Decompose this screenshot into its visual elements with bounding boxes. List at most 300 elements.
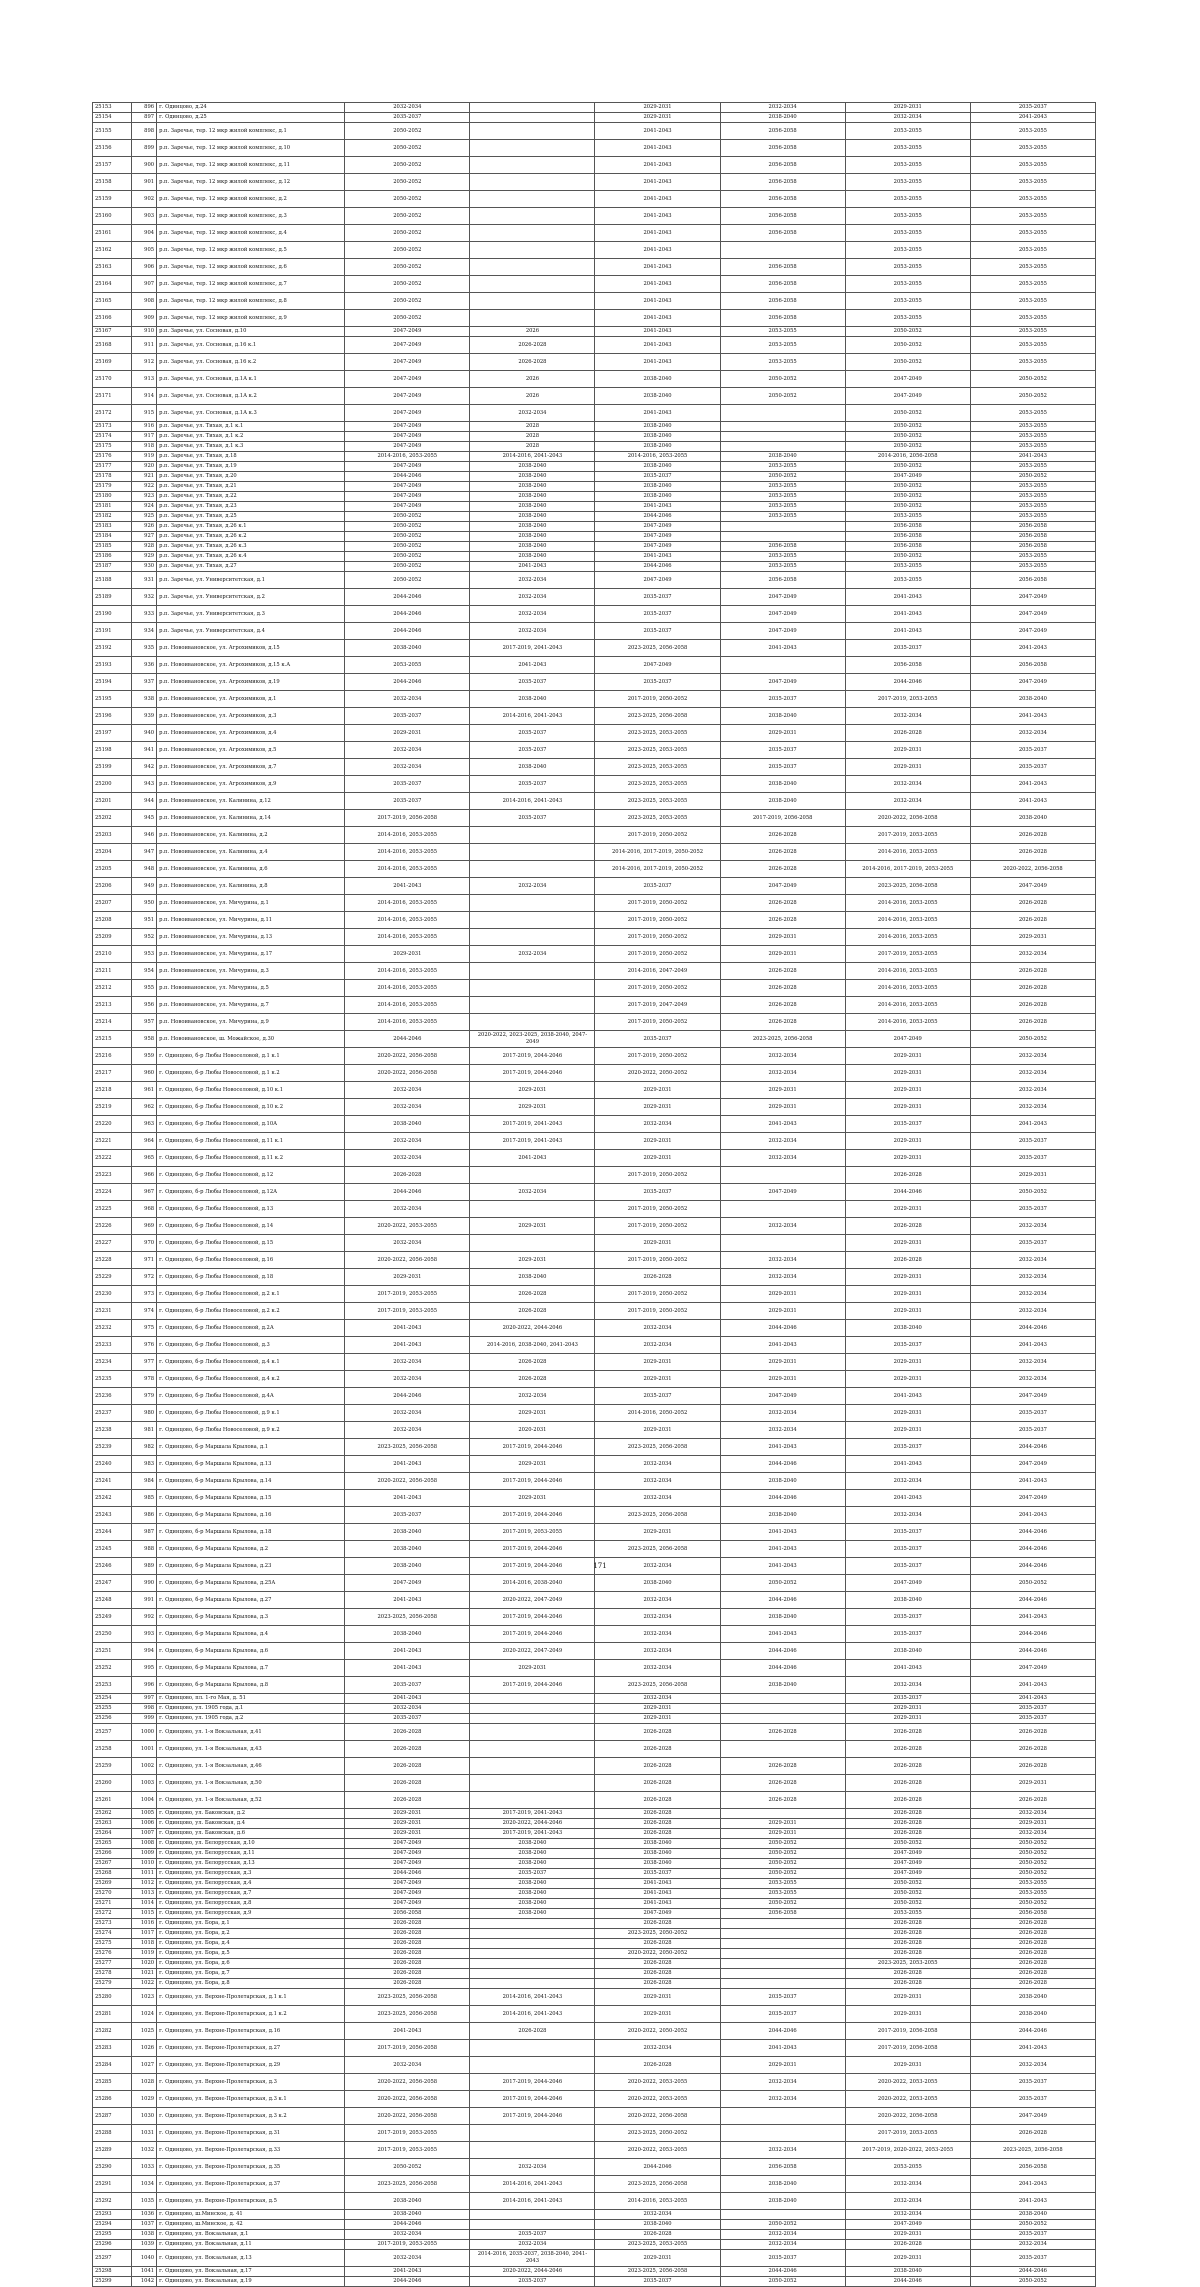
table-row [93, 1456, 1096, 1473]
row-number-cell: 1023 [131, 1989, 156, 2006]
period-cell-4 [720, 1741, 845, 1758]
period-cell-2: 2038-2040 [470, 1849, 595, 1859]
period-cell-3: 2035-2037 [595, 1869, 720, 1879]
period-cell-3: 2041-2043 [595, 259, 720, 276]
period-cell-6: 2050-2052 [970, 2277, 1095, 2287]
table-row [93, 492, 1096, 502]
row-number-cell: 1001 [131, 1741, 156, 1758]
period-cell-6: 2044-2046 [970, 2267, 1095, 2277]
address-cell: р.п. Заречье, ул. Тихая, д.26 к.3 [157, 542, 345, 552]
period-cell-6: 2032-2034 [970, 2240, 1095, 2250]
address-cell: р.п. Новоивановское, ул. Агрохимиков, д.15 к.А [157, 657, 345, 674]
period-cell-2: 2032-2034 [470, 1184, 595, 1201]
row-id-cell: 25154 [93, 113, 132, 123]
period-cell-1: 2023-2025, 2056-2058 [345, 1989, 470, 2006]
period-cell-5: 2026-2028 [845, 1741, 970, 1758]
row-id-cell: 25272 [93, 1909, 132, 1919]
period-cell-6: 2035-2037 [970, 1405, 1095, 1422]
address-cell: г. Одинцово, ул. 1-я Вокзальная, д.43 [157, 1741, 345, 1758]
period-cell-6: 2050-2052 [970, 1031, 1095, 1048]
row-number-cell: 1035 [131, 2193, 156, 2210]
period-cell-5: 2029-2031 [845, 1286, 970, 1303]
period-cell-2: 2029-2031 [470, 1490, 595, 1507]
period-cell-5: 2056-2058 [845, 522, 970, 532]
period-cell-3: 2014-2016, 2017-2019, 2050-2052 [595, 844, 720, 861]
period-cell-2: 2038-2040 [470, 759, 595, 776]
row-id-cell: 25180 [93, 492, 132, 502]
row-id-cell: 25173 [93, 422, 132, 432]
row-number-cell: 986 [131, 1507, 156, 1524]
period-cell-2: 2032-2034 [470, 878, 595, 895]
table-row [93, 1809, 1096, 1819]
address-cell: р.п. Новоивановское, ул. Агрохимиков, д.5 [157, 742, 345, 759]
period-cell-4: 2035-2037 [720, 2250, 845, 2267]
period-cell-6: 2041-2043 [970, 1694, 1095, 1704]
period-cell-3: 2026-2028 [595, 2230, 720, 2240]
period-cell-3: 2035-2037 [595, 1031, 720, 1048]
row-id-cell: 25267 [93, 1859, 132, 1869]
row-id-cell: 25215 [93, 1031, 132, 1048]
period-cell-4: 2044-2046 [720, 1660, 845, 1677]
period-cell-3: 2041-2043 [595, 310, 720, 327]
row-number-cell: 996 [131, 1677, 156, 1694]
row-number-cell: 954 [131, 963, 156, 980]
period-cell-5: 2020-2022, 2053-2055 [845, 2074, 970, 2091]
period-cell-3: 2020-2022, 2050-2052 [595, 1949, 720, 1959]
period-cell-4 [720, 1939, 845, 1949]
period-cell-5: 2020-2022, 2053-2055 [845, 2091, 970, 2108]
row-number-cell: 951 [131, 912, 156, 929]
period-cell-3: 2023-2025, 2053-2055 [595, 742, 720, 759]
period-cell-6: 2026-2028 [970, 1929, 1095, 1939]
period-cell-1: 2032-2034 [345, 1405, 470, 1422]
row-id-cell: 25193 [93, 657, 132, 674]
period-cell-4 [720, 432, 845, 442]
period-cell-4: 2026-2028 [720, 1758, 845, 1775]
table-row [93, 776, 1096, 793]
row-id-cell: 25196 [93, 708, 132, 725]
period-cell-1: 2041-2043 [345, 1320, 470, 1337]
period-cell-3: 2029-2031 [595, 1099, 720, 1116]
table-row [93, 2108, 1096, 2125]
period-cell-2 [470, 1201, 595, 1218]
row-number-cell: 948 [131, 861, 156, 878]
period-cell-1: 2050-2052 [345, 191, 470, 208]
period-cell-6: 2020-2022, 2056-2058 [970, 861, 1095, 878]
period-cell-4: 2056-2058 [720, 310, 845, 327]
address-cell: г. Одинцово, ул. Верхне-Пролетарская, д.16 [157, 2023, 345, 2040]
period-cell-3: 2041-2043 [595, 337, 720, 354]
period-cell-4: 2056-2058 [720, 123, 845, 140]
period-cell-3: 2032-2034 [595, 1592, 720, 1609]
period-cell-4: 2047-2049 [720, 674, 845, 691]
period-cell-4: 2032-2034 [720, 1218, 845, 1235]
period-cell-3: 2038-2040 [595, 1859, 720, 1869]
row-id-cell: 25243 [93, 1507, 132, 1524]
row-id-cell: 25205 [93, 861, 132, 878]
period-cell-3: 2041-2043 [595, 1899, 720, 1909]
period-cell-3: 2041-2043 [595, 293, 720, 310]
period-cell-3: 2029-2031 [595, 1235, 720, 1252]
address-cell: г. Одинцово, б-р Любы Новоселовой, д.10 к.1 [157, 1082, 345, 1099]
row-id-cell: 25194 [93, 674, 132, 691]
table-row [93, 1909, 1096, 1919]
table-row [93, 1337, 1096, 1354]
address-cell: р.п. Новоивановское, ул. Мичурина, д.5 [157, 980, 345, 997]
address-cell: г. Одинцово, б-р Любы Новоселовой, д.9 к.2 [157, 1422, 345, 1439]
period-cell-3: 2023-2025, 2056-2058 [595, 640, 720, 657]
row-id-cell: 25247 [93, 1575, 132, 1592]
period-cell-3: 2020-2022, 2053-2055 [595, 2074, 720, 2091]
period-cell-6: 2032-2034 [970, 1269, 1095, 1286]
period-cell-2 [470, 191, 595, 208]
period-cell-2 [470, 1979, 595, 1989]
row-id-cell: 25184 [93, 532, 132, 542]
period-cell-6: 2044-2046 [970, 1558, 1095, 1575]
period-cell-3: 2029-2031 [595, 1714, 720, 1724]
period-cell-2: 2017-2019, 2041-2043 [470, 1809, 595, 1819]
period-cell-6: 2044-2046 [970, 1643, 1095, 1660]
address-cell: г. Одинцово, б-р Любы Новоселовой, д.2А [157, 1320, 345, 1337]
period-cell-5: 2014-2016, 2053-2055 [845, 912, 970, 929]
period-cell-5: 2053-2055 [845, 276, 970, 293]
period-cell-3: 2041-2043 [595, 174, 720, 191]
row-number-cell: 937 [131, 674, 156, 691]
period-cell-5: 2014-2016, 2053-2055 [845, 895, 970, 912]
table-row [93, 946, 1096, 963]
period-cell-2: 2014-2016, 2038-2040 [470, 1575, 595, 1592]
row-number-cell: 1002 [131, 1758, 156, 1775]
table-row [93, 997, 1096, 1014]
row-number-cell: 924 [131, 502, 156, 512]
period-cell-5: 2026-2028 [845, 1724, 970, 1741]
period-cell-3: 2038-2040 [595, 492, 720, 502]
period-cell-1: 2044-2046 [345, 1388, 470, 1405]
row-number-cell: 935 [131, 640, 156, 657]
period-cell-3: 2041-2043 [595, 157, 720, 174]
period-cell-3: 2032-2034 [595, 1660, 720, 1677]
address-cell: р.п. Новоивановское, ул. Агрохимиков, д.1 [157, 691, 345, 708]
period-cell-2: 2029-2031 [470, 1456, 595, 1473]
row-number-cell: 949 [131, 878, 156, 895]
period-cell-3: 2026-2028 [595, 1269, 720, 1286]
period-cell-3: 2035-2037 [595, 2277, 720, 2287]
table-row [93, 963, 1096, 980]
period-cell-2 [470, 912, 595, 929]
period-cell-3: 2041-2043 [595, 1889, 720, 1899]
period-cell-6: 2053-2055 [970, 140, 1095, 157]
row-id-cell: 25176 [93, 452, 132, 462]
period-cell-4: 2038-2040 [720, 452, 845, 462]
row-id-cell: 25168 [93, 337, 132, 354]
period-cell-3: 2038-2040 [595, 388, 720, 405]
period-cell-2: 2029-2031 [470, 1660, 595, 1677]
period-cell-3: 2023-2025, 2053-2055 [595, 2240, 720, 2250]
period-cell-3: 2041-2043 [595, 276, 720, 293]
table-row [93, 2023, 1096, 2040]
row-number-cell: 956 [131, 997, 156, 1014]
table-row [93, 462, 1096, 472]
address-cell: г. Одинцово, б-р Любы Новоселовой, д.9 к.1 [157, 1405, 345, 1422]
period-cell-6: 2050-2052 [970, 1899, 1095, 1909]
period-cell-3: 2029-2031 [595, 1150, 720, 1167]
row-id-cell: 25295 [93, 2230, 132, 2240]
period-cell-6: 2053-2055 [970, 157, 1095, 174]
row-id-cell: 25239 [93, 1439, 132, 1456]
period-cell-4: 2044-2046 [720, 2267, 845, 2277]
period-cell-1: 2014-2016, 2053-2055 [345, 452, 470, 462]
period-cell-6: 2053-2055 [970, 482, 1095, 492]
row-number-cell: 927 [131, 532, 156, 542]
period-cell-6: 2026-2028 [970, 1792, 1095, 1809]
period-cell-3: 2020-2022, 2053-2055 [595, 2091, 720, 2108]
period-cell-2 [470, 895, 595, 912]
period-cell-2: 2017-2019, 2044-2046 [470, 1065, 595, 1082]
period-cell-4 [720, 242, 845, 259]
period-cell-4 [720, 522, 845, 532]
row-number-cell: 1017 [131, 1929, 156, 1939]
period-cell-6: 2044-2046 [970, 1592, 1095, 1609]
period-cell-6: 2050-2052 [970, 1184, 1095, 1201]
period-cell-4: 2026-2028 [720, 827, 845, 844]
period-cell-1: 2014-2016, 2053-2055 [345, 1014, 470, 1031]
row-id-cell: 25237 [93, 1405, 132, 1422]
period-cell-5: 2014-2016, 2053-2055 [845, 844, 970, 861]
address-cell: г. Одинцово, б-р Любы Новоселовой, д.10 к.2 [157, 1099, 345, 1116]
row-number-cell: 940 [131, 725, 156, 742]
period-cell-2 [470, 980, 595, 997]
address-cell: р.п. Новоивановское, ул. Мичурина, д.1 [157, 895, 345, 912]
period-cell-5: 2029-2031 [845, 1422, 970, 1439]
period-cell-5: 2026-2028 [845, 2240, 970, 2250]
period-cell-5: 2053-2055 [845, 140, 970, 157]
period-cell-1: 2038-2040 [345, 1524, 470, 1541]
period-cell-5: 2050-2052 [845, 1839, 970, 1849]
period-cell-5: 2050-2052 [845, 482, 970, 492]
period-cell-1: 2041-2043 [345, 1660, 470, 1677]
period-cell-1: 2032-2034 [345, 2250, 470, 2267]
period-cell-2: 2038-2040 [470, 1839, 595, 1849]
period-cell-1: 2035-2037 [345, 1507, 470, 1524]
period-cell-3: 2023-2025, 2056-2058 [595, 1507, 720, 1524]
period-cell-1: 2020-2022, 2056-2058 [345, 2074, 470, 2091]
period-cell-6: 2053-2055 [970, 422, 1095, 432]
row-number-cell: 953 [131, 946, 156, 963]
period-cell-2: 2029-2031 [470, 1082, 595, 1099]
address-cell: г. Одинцово, б-р Любы Новоселовой, д.1 к.2 [157, 1065, 345, 1082]
period-cell-4: 2032-2034 [720, 2230, 845, 2240]
period-cell-3: 2032-2034 [595, 1694, 720, 1704]
row-number-cell: 1007 [131, 1829, 156, 1839]
row-number-cell: 959 [131, 1048, 156, 1065]
period-cell-1: 2044-2046 [345, 472, 470, 482]
row-id-cell: 25157 [93, 157, 132, 174]
period-cell-2 [470, 2125, 595, 2142]
period-cell-5: 2023-2025, 2056-2058 [845, 878, 970, 895]
address-cell: г. Одинцово, б-р Любы Новоселовой, д.2 к.2 [157, 1303, 345, 1320]
period-cell-1: 2038-2040 [345, 1541, 470, 1558]
table-row [93, 2250, 1096, 2267]
period-cell-2: 2038-2040 [470, 1859, 595, 1869]
table-row [93, 1439, 1096, 1456]
row-number-cell: 916 [131, 422, 156, 432]
period-cell-1: 2026-2028 [345, 1969, 470, 1979]
row-number-cell: 966 [131, 1167, 156, 1184]
address-cell: р.п. Новоивановское, ул. Мичурина, д.7 [157, 997, 345, 1014]
table-row [93, 2240, 1096, 2250]
row-id-cell: 25167 [93, 327, 132, 337]
period-cell-1: 2038-2040 [345, 1116, 470, 1133]
period-cell-1: 2041-2043 [345, 1456, 470, 1473]
period-cell-6: 2053-2055 [970, 562, 1095, 572]
period-cell-4: 2056-2058 [720, 542, 845, 552]
row-id-cell: 25218 [93, 1082, 132, 1099]
period-cell-3: 2026-2028 [595, 1724, 720, 1741]
period-cell-2: 2038-2040 [470, 1879, 595, 1889]
period-cell-2 [470, 1014, 595, 1031]
period-cell-5: 2047-2049 [845, 1859, 970, 1869]
row-number-cell: 965 [131, 1150, 156, 1167]
row-number-cell: 1004 [131, 1792, 156, 1809]
period-cell-6: 2053-2055 [970, 1889, 1095, 1899]
row-id-cell: 25257 [93, 1724, 132, 1741]
period-cell-1: 2032-2034 [345, 1354, 470, 1371]
period-cell-5: 2035-2037 [845, 1439, 970, 1456]
period-cell-3: 2029-2031 [595, 1989, 720, 2006]
period-cell-5: 2035-2037 [845, 640, 970, 657]
period-cell-2: 2032-2034 [470, 572, 595, 589]
period-cell-5: 2029-2031 [845, 1269, 970, 1286]
row-number-cell: 1030 [131, 2108, 156, 2125]
period-cell-6: 2053-2055 [970, 174, 1095, 191]
period-cell-1: 2047-2049 [345, 502, 470, 512]
period-cell-2: 2017-2019, 2044-2046 [470, 2091, 595, 2108]
period-cell-3: 2041-2043 [595, 354, 720, 371]
period-cell-1: 2014-2016, 2053-2055 [345, 980, 470, 997]
period-cell-6: 2041-2043 [970, 793, 1095, 810]
period-cell-3: 2029-2031 [595, 1422, 720, 1439]
table-row [93, 1989, 1096, 2006]
row-number-cell: 958 [131, 1031, 156, 1048]
address-cell: г. Одинцово, б-р Любы Новоселовой, д.16 [157, 1252, 345, 1269]
address-cell: р.п. Новоивановское, ул. Калинина, д.14 [157, 810, 345, 827]
row-id-cell: 25299 [93, 2277, 132, 2287]
period-cell-4: 2047-2049 [720, 1388, 845, 1405]
period-cell-2: 2029-2031 [470, 1252, 595, 1269]
period-cell-4: 2053-2055 [720, 462, 845, 472]
period-cell-5: 2014-2016, 2053-2055 [845, 1014, 970, 1031]
schedule-table [92, 102, 1096, 2287]
period-cell-3: 2038-2040 [595, 2220, 720, 2230]
row-number-cell: 991 [131, 1592, 156, 1609]
period-cell-3: 2017-2019, 2050-2052 [595, 1014, 720, 1031]
row-number-cell: 1042 [131, 2277, 156, 2287]
period-cell-5: 2020-2022, 2056-2058 [845, 810, 970, 827]
row-number-cell: 1039 [131, 2240, 156, 2250]
row-number-cell: 931 [131, 572, 156, 589]
table-row [93, 2277, 1096, 2287]
period-cell-1: 2050-2052 [345, 310, 470, 327]
period-cell-5: 2026-2028 [845, 1819, 970, 1829]
row-id-cell: 25249 [93, 1609, 132, 1626]
period-cell-6: 2056-2058 [970, 2159, 1095, 2176]
table-row [93, 1919, 1096, 1929]
table-row [93, 337, 1096, 354]
table-row [93, 1643, 1096, 1660]
row-number-cell: 946 [131, 827, 156, 844]
period-cell-3: 2041-2043 [595, 208, 720, 225]
address-cell: р.п. Заречье, тер. 12 мкр жилой комплекс, д.7 [157, 276, 345, 293]
period-cell-1: 2017-2019, 2053-2055 [345, 2125, 470, 2142]
row-number-cell: 1015 [131, 1909, 156, 1919]
period-cell-1: 2035-2037 [345, 1714, 470, 1724]
row-number-cell: 1011 [131, 1869, 156, 1879]
address-cell: г. Одинцово, ул. Верхне-Пролетарская, д.33 [157, 2142, 345, 2159]
period-cell-4: 2047-2049 [720, 1184, 845, 1201]
table-row [93, 2074, 1096, 2091]
period-cell-4: 2056-2058 [720, 225, 845, 242]
period-cell-1: 2032-2034 [345, 691, 470, 708]
period-cell-6: 2053-2055 [970, 405, 1095, 422]
period-cell-6: 2026-2028 [970, 1939, 1095, 1949]
table-row [93, 432, 1096, 442]
address-cell: г. Одинцово, б-р Любы Новоселовой, д.4 к.1 [157, 1354, 345, 1371]
row-id-cell: 25156 [93, 140, 132, 157]
table-row [93, 1829, 1096, 1839]
period-cell-1: 2041-2043 [345, 2023, 470, 2040]
table-row [93, 113, 1096, 123]
period-cell-3: 2032-2034 [595, 1490, 720, 1507]
period-cell-3: 2017-2019, 2050-2052 [595, 895, 720, 912]
period-cell-1: 2047-2049 [345, 432, 470, 442]
row-number-cell: 952 [131, 929, 156, 946]
period-cell-4: 2053-2055 [720, 562, 845, 572]
period-cell-2 [470, 1758, 595, 1775]
period-cell-3: 2017-2019, 2050-2052 [595, 1167, 720, 1184]
period-cell-1: 2050-2052 [345, 259, 470, 276]
address-cell: р.п. Новоивановское, ул. Мичурина, д.3 [157, 963, 345, 980]
period-cell-3: 2023-2025, 2053-2055 [595, 793, 720, 810]
period-cell-4: 2035-2037 [720, 691, 845, 708]
period-cell-1: 2026-2028 [345, 1167, 470, 1184]
period-cell-6: 2053-2055 [970, 354, 1095, 371]
period-cell-5: 2050-2052 [845, 462, 970, 472]
row-id-cell: 25210 [93, 946, 132, 963]
row-id-cell: 25255 [93, 1704, 132, 1714]
period-cell-1: 2035-2037 [345, 1677, 470, 1694]
table-row [93, 929, 1096, 946]
address-cell: г. Одинцово, д.25 [157, 113, 345, 123]
period-cell-6: 2035-2037 [970, 1422, 1095, 1439]
period-cell-2 [470, 1929, 595, 1939]
period-cell-1: 2029-2031 [345, 725, 470, 742]
row-number-cell: 977 [131, 1354, 156, 1371]
row-id-cell: 25227 [93, 1235, 132, 1252]
row-number-cell: 1010 [131, 1859, 156, 1869]
table-row [93, 1959, 1096, 1969]
period-cell-4: 2056-2058 [720, 2159, 845, 2176]
period-cell-1: 2017-2019, 2053-2055 [345, 2142, 470, 2159]
row-id-cell: 25158 [93, 174, 132, 191]
table-row [93, 191, 1096, 208]
period-cell-3: 2017-2019, 2050-2052 [595, 1252, 720, 1269]
period-cell-1: 2041-2043 [345, 1592, 470, 1609]
table-row [93, 1592, 1096, 1609]
table-row [93, 1371, 1096, 1388]
period-cell-3: 2017-2019, 2050-2052 [595, 1303, 720, 1320]
period-cell-1: 2020-2022, 2056-2058 [345, 2108, 470, 2125]
period-cell-5: 2026-2028 [845, 1939, 970, 1949]
